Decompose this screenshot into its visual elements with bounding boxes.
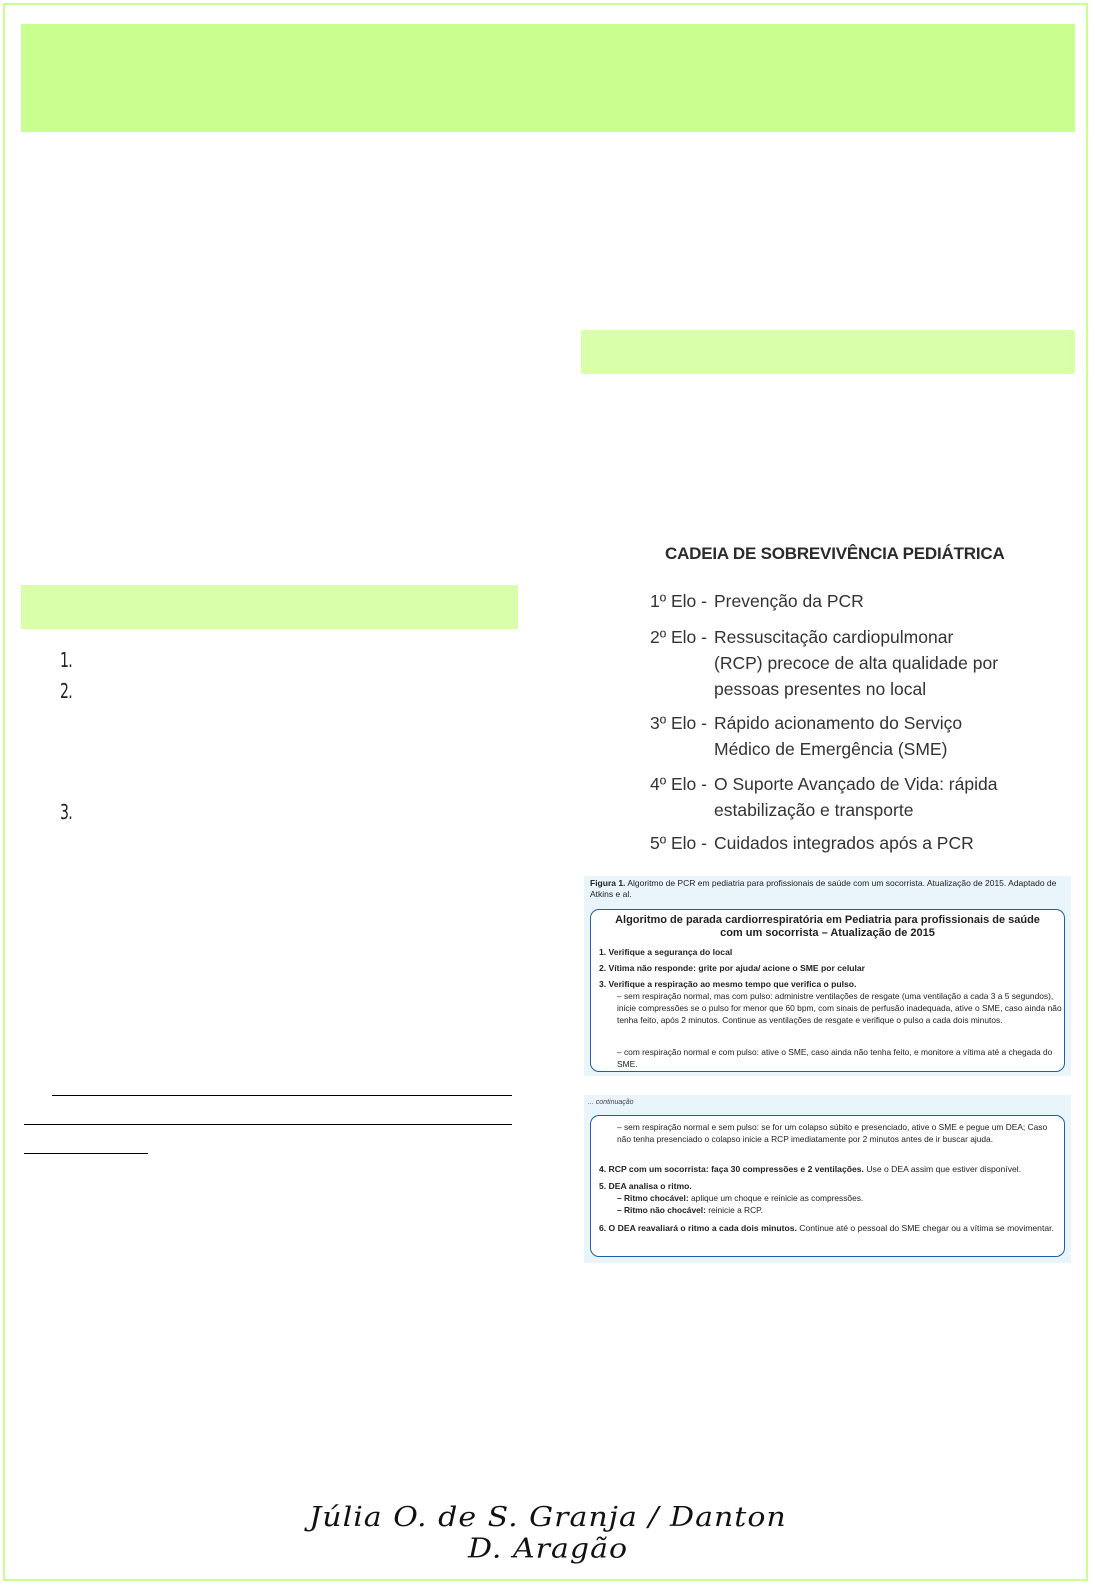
chain-link-text: Rápido acionamento do Serviço Médico de Emergência (SME) — [714, 713, 963, 759]
chain-title: CADEIA DE SOBREVIVÊNCIA PEDIÁTRICA — [665, 544, 1005, 563]
blank-line-3 — [24, 1153, 148, 1154]
continuation-label: ... continuação — [588, 1099, 634, 1106]
header-banner — [21, 24, 1075, 132]
chain-link-text: Prevenção da PCR — [714, 591, 864, 611]
chain-link-label: 5º Elo - — [650, 833, 707, 853]
chain-link-label: 3º Elo - — [650, 713, 707, 733]
chain-link-4 — [650, 771, 998, 820]
algorithm-title-line-1: Algoritmo de parada cardiorrespiratória em Pediatria para profissionais de saúde — [615, 914, 1040, 926]
chain-link-label: 4º Elo - — [650, 774, 707, 794]
algorithm-box — [590, 909, 1065, 1072]
step-6: 6. O DEA reavaliará o ritmo a cada dois minutos. Continue até o pessoal do SME chegar ou a vítima se movimentar. — [599, 1223, 1054, 1233]
step-3-case-b: – com respiração normal e com pulso: ative o SME, caso ainda não tenha feito, e monitore a vítima até a chegada do SME. — [617, 1047, 1053, 1069]
step-5-non-shockable: – Ritmo não chocável: reinicie a RCP. — [617, 1205, 763, 1215]
list-number-2: 2. — [60, 679, 72, 703]
caption-text: Algoritmo de PCR em pediatria para profissionais de saúde com um socorrista. Atualização de 2015. Adaptado de Atkins e al. — [590, 878, 1057, 899]
chain-link-2 — [650, 624, 999, 699]
step-5-shockable: – Ritmo chocável: aplique um choque e reinicie as compressões. — [617, 1193, 864, 1203]
chain-link-label: 2º Elo - — [650, 627, 707, 647]
chain-link-text: O Suporte Avançado de Vida: rápida estabilização e transporte — [714, 774, 998, 820]
step-4: 4. RCP com um socorrista: faça 30 compressões e 2 ventilações. Use o DEA assim que estiver disponível. — [599, 1164, 1022, 1174]
chain-link-1 — [650, 588, 864, 614]
list-number-3: 3. — [60, 800, 72, 824]
algorithm-title-line-2: com um socorrista – Atualização de 2015 — [720, 927, 935, 939]
blank-line-2 — [24, 1124, 512, 1125]
step-3-case-c: – sem respiração normal e sem pulso: se for um colapso súbito e presenciado, ative o SME e pegue um DEA; Caso não tenha presenciado o colapso inicie a RCP imediatamente por 2 minutos antes de ir buscar ajuda. — [617, 1122, 1048, 1144]
algorithm-box-continued — [590, 1115, 1065, 1257]
figure-1-continuation — [584, 1095, 1071, 1263]
step-3-case-a: – sem respiração normal, mas com pulso: administre ventilações de resgate (uma ventilação a cada 3 a 5 segundos), inicie compressões se o pulso for menor que 60 bpm, com sinais de perfusão inadequada, ative o SME, caso ainda não tenha feito, após 2 minutos. Continue as ventilações de resgate e verifique o pulso a cada dois minutos. — [617, 991, 1062, 1025]
step-2: 2. Vítima não responde: grite por ajuda/ acione o SME por celular — [599, 963, 865, 973]
section-heading-bar-right — [581, 330, 1075, 374]
figure-1 — [584, 876, 1071, 1076]
blank-line-1 — [52, 1095, 512, 1096]
figure-caption — [590, 878, 1060, 900]
step-5: 5. DEA analisa o ritmo. — [599, 1181, 692, 1191]
chain-link-text: Cuidados integrados após a PCR — [714, 833, 974, 853]
chain-link-text: Ressuscitação cardiopulmonar (RCP) precoce de alta qualidade por pessoas presentes no local — [714, 627, 999, 699]
step-3: 3. Verifique a respiração ao mesmo tempo que verifica o pulso. — [599, 979, 857, 989]
section-heading-bar-left — [21, 585, 518, 629]
list-number-1: 1. — [60, 648, 72, 672]
author-signature: Júlia O. de S. Granja / Danton D. Aragão — [309, 1501, 787, 1565]
caption-label: Figura 1. — [590, 878, 626, 888]
chain-link-3 — [650, 710, 963, 759]
step-1: 1. Verifique a segurança do local — [599, 947, 733, 957]
chain-link-label: 1º Elo - — [650, 591, 707, 611]
chain-link-5 — [650, 830, 974, 856]
